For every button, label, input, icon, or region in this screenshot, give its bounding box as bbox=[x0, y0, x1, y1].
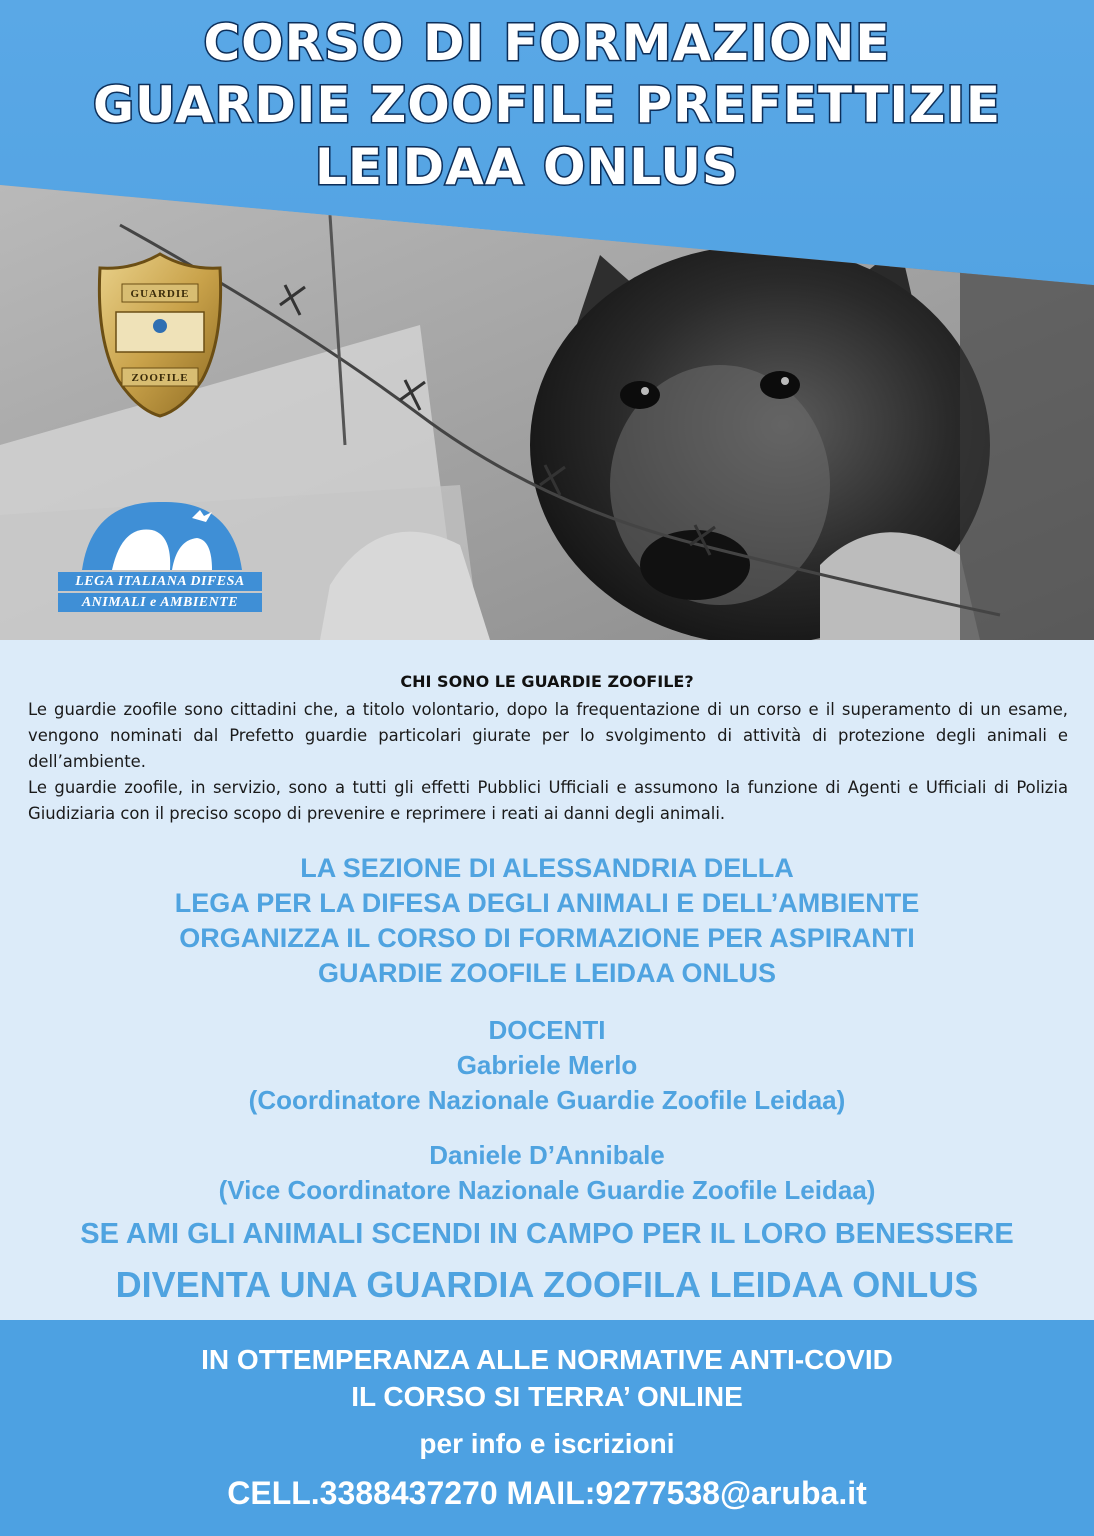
title-line-1: CORSO DI FORMAZIONE bbox=[203, 14, 891, 72]
docente-2-name: Daniele D’Annibale bbox=[429, 1140, 665, 1170]
dog-cat-logo-icon bbox=[52, 500, 267, 572]
logo-text-line-1: LEGA ITALIANA DIFESA bbox=[58, 572, 262, 591]
footer-contact[interactable]: CELL.3388437270 MAIL:9277538@aruba.it bbox=[227, 1475, 867, 1511]
slogan-line-1: SE AMI GLI ANIMALI SCENDI IN CAMPO PER IL LORO BENESSERE bbox=[80, 1218, 1014, 1250]
docente-1-name: Gabriele Merlo bbox=[456, 1050, 638, 1080]
slogan-line-2: DIVENTA UNA GUARDIA ZOOFILA LEIDAA ONLUS bbox=[115, 1264, 979, 1305]
title-line-3: LEIDAA ONLUS bbox=[315, 138, 739, 196]
badge-top-text: GUARDIE bbox=[130, 288, 190, 300]
paragraph-2: Le guardie zoofile, in servizio, sono a tutti gli effetti Pubblici Ufficiali e assumono la funzione di Agenti e Ufficiali di Polizia Giudiziaria con il preciso scopo di prevenire e reprimere i reati ai danni degli animali. bbox=[28, 778, 1068, 823]
docenti-heading: DOCENTI bbox=[488, 1015, 606, 1045]
title-line-2: GUARDIE ZOOFILE PREFETTIZIE bbox=[92, 76, 1001, 134]
badge-bottom-text: ZOOFILE bbox=[131, 372, 189, 384]
footer-line-2: IL CORSO SI TERRA’ ONLINE bbox=[351, 1381, 743, 1412]
announcement-line-3: ORGANIZZA IL CORSO DI FORMAZIONE PER ASPIRANTI bbox=[179, 923, 915, 953]
docente-1-role: (Coordinatore Nazionale Guardie Zoofile Leidaa) bbox=[248, 1085, 846, 1115]
paragraph-1: Le guardie zoofile sono cittadini che, a titolo volontario, dopo la frequentazione di un corso e il superamento di un esame, vengono nominati dal Prefetto guardie particolari giurate per lo svolgimento di attività di protezione degli animali e dell’ambiente. bbox=[28, 700, 1068, 771]
docente-2-role: (Vice Coordinatore Nazionale Guardie Zoofile Leidaa) bbox=[218, 1175, 876, 1205]
announcement-line-4: GUARDIE ZOOFILE LEIDAA ONLUS bbox=[318, 958, 776, 988]
logo-text-line-2: ANIMALI e AMBIENTE bbox=[58, 593, 262, 612]
guardie-zoofile-badge bbox=[92, 250, 228, 420]
announcement-line-2: LEGA PER LA DIFESA DEGLI ANIMALI E DELL’AMBIENTE bbox=[174, 888, 920, 918]
question-heading: CHI SONO LE GUARDIE ZOOFILE? bbox=[400, 672, 694, 691]
footer-line-1: IN OTTEMPERANZA ALLE NORMATIVE ANTI-COVID bbox=[201, 1344, 893, 1375]
badge-shield-icon bbox=[92, 250, 228, 420]
leidaa-logo bbox=[52, 500, 267, 620]
announcement-line-1: LA SEZIONE DI ALESSANDRIA DELLA bbox=[300, 853, 794, 883]
footer-info-label: per info e iscrizioni bbox=[419, 1428, 675, 1459]
